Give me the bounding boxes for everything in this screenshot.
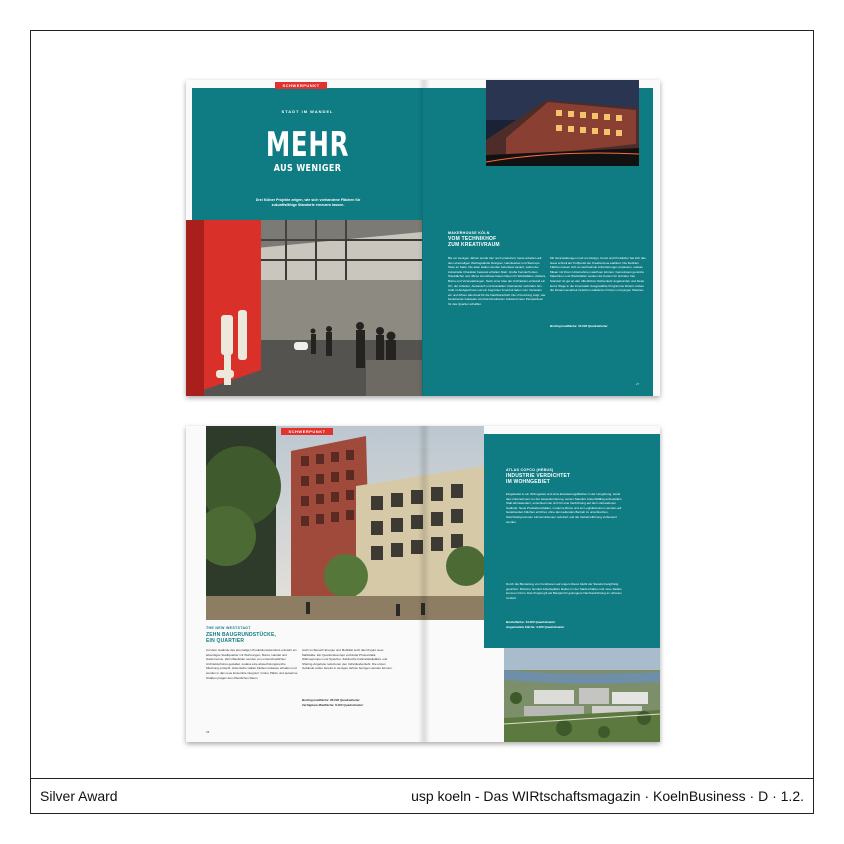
building-night-photo	[486, 80, 639, 166]
section2-title	[506, 473, 646, 485]
section2-title-line1: INDUSTRIE VERDICHTET	[506, 473, 571, 479]
section2-footnote-1: Bruttofläche: 34.000 Quadratmeter	[506, 620, 556, 624]
body-column-1: Bis vor wenigen Jahren wurde hier noch produziert, heute arbeiten auf dem ehemaligen Werksgelände Designer, Handwerker und Start-ups Seite an Seite. Die alten Hallen wurden behutsam saniert, wobei der industrielle Charakter bewusst erhalten blieb. Große Fensterfronten, Sheddächer und offene Grundrisse bieten Raum für Werkstätten, Ateliers, Büros und Veranstaltungen. Nach einer Idee der Architekten entstand ein Ort, der Arbeiten, Austausch und Ausstellen miteinander verbindet. Ein Café im Erdgeschoss und ein begrünter Innenhof laden zum Verweilen ein und öffnen das Areal für die Nachbarschaft. Die Umnutzung zeigt, wie bestehende Gebäude mit überschaubarem Aufwand neue Perspektiven für das Quartier schaffen.	[448, 256, 546, 306]
section1-title-line1: ZEHN BAUGRUNDSTÜCKE,	[206, 632, 277, 638]
section-tag: SCHWERPUNKT	[275, 82, 327, 89]
body-column-2: Mit Veranstaltungen rund um Design, Kunst und Produktion hat sich das Haus schnell als Treffpunkt der Kreativszene etabliert. Die flexiblen Flächen lassen sich an wechselnde Anforderungen anpassen, sodass Mieter mit ihrem Unternehmen wachsen können. Gemeinsam genutzte Maschinen und Werkstätten senken die Kosten für Gründer. Der Standort ist gut an den öffentlichen Nahverkehr angebunden und bietet kurze Wege in die Innenstadt. Ausgewählte Programme fördern zudem die Zusammenarbeit zwischen etablierten Firmen und jungen Talenten.	[550, 256, 646, 293]
magazine-spread-1	[186, 80, 660, 396]
magazine-spread-2	[186, 426, 660, 742]
aerial-industrial-photo	[504, 648, 660, 742]
award-label: Silver Award	[40, 788, 118, 804]
section1-title-line2: EIN QUARTIER	[206, 638, 245, 644]
main-title-line2: AUS WENIGER	[273, 163, 342, 174]
residential-rendering	[206, 426, 484, 620]
section1-title	[206, 632, 346, 644]
section-title-line2: ZUM KREATIVRAUM	[448, 242, 500, 248]
footnote: Bruttogrundfläche: 10.000 Quadratmeter	[550, 324, 608, 328]
section2-column-1: Eingebettet in ein Wohngebiet und ohne Erweiterungsflächen in der Umgebung, stand das Unternehmen vor der Herausforderung, seinen Standort zukunftsfähig aufzustellen. Statt abzuwandern, entschied man sich für eine Verdichtung auf dem vorhandenen Gelände. Neue Produktionshallen, moderne Büros und ein Logistikzentrum wurden auf bestehenden Flächen errichtet, ohne den laufenden Betrieb zu unterbrechen. Gleichzeitig konnten Lärmemissionen reduziert und die Verkehrsführung verbessert werden.	[506, 492, 623, 524]
section1-kicker: THE NEW WESTSTADT	[206, 626, 251, 630]
section1-column-2: Auch im Bereich Energie und Mobilität setzt das Projekt neue Maßstäbe. Ein Quartierskonzept verbindet Photovoltaik, Wärmepumpen und Speicher. Zahlreiche Fahrradstellplätze und Sharing-Angebote reduzieren den Individualverkehr. Die ersten Gebäude sollen bereits in wenigen Jahren bezogen werden können.	[302, 648, 393, 671]
main-title-line1: MEHR	[265, 125, 350, 165]
intro-text: Drei Kölner Projekte zeigen, wie sich vorhandene Flächen für zukunftsfähige Standorte erneuern lassen.	[255, 198, 361, 207]
publication-info: usp koeln - Das WIRtschaftsmagazin · KoelnBusiness · D · 1.2.	[411, 788, 804, 804]
kicker: STADT IM WANDEL	[281, 109, 334, 114]
main-title	[192, 125, 423, 174]
section2-title-line2: IM WOHNGEBIET	[506, 479, 550, 485]
footer-divider	[30, 778, 814, 779]
section2-kicker: ATLAS COPCO (HEBUS)	[506, 468, 554, 472]
section-title-line1: VOM TECHNIKHOF	[448, 236, 497, 242]
section2-column-2: Durch die Bündelung von Funktionen auf engem Raum bleibt der Standort langfristig gesichert. Mehrere hundert Arbeitsplätze bleiben in der Stadt erhalten und neue Stellen kommen hinzu. Das Projekt gilt als Beispiel für gelungene Nachverdichtung im urbanen Umfeld.	[506, 582, 622, 600]
section-title	[448, 236, 568, 248]
spread2-gutter	[418, 426, 430, 742]
page-number: 27	[636, 382, 640, 386]
section-tag: SCHWERPUNKT	[281, 428, 333, 435]
section2-footnote-2: Angemietete Fläche: 3.000 Quadratmeter	[506, 625, 565, 629]
interior-photo	[186, 220, 422, 396]
section1-footnote-1: Bruttogrundfläche: 85.000 Quadratmeter	[302, 698, 360, 702]
section1-footnote-2: Verfügbare Mietfläche: 5.200 Quadratmeter	[302, 703, 364, 707]
section1-column-1: Auf dem Gelände des ehemaligen Produktionsstandorts entsteht ein lebendiges Stadtquartier mit Wohnungen, Büros, Handel und Gastronomie. Zehn Baufelder werden von unterschiedlichen Architekturbüros gestaltet, sodass eine abwechslungsreiche Mischung entsteht. Historische Hallen bleiben teilweise erhalten und werden in das neue Ensemble integriert. Grüne Plätze und autoarme Straßen prägen den öffentlichen Raum.	[206, 648, 298, 680]
section-kicker: MAKERHOUSE KÖLN	[448, 231, 490, 235]
page-number: 28	[206, 730, 210, 734]
